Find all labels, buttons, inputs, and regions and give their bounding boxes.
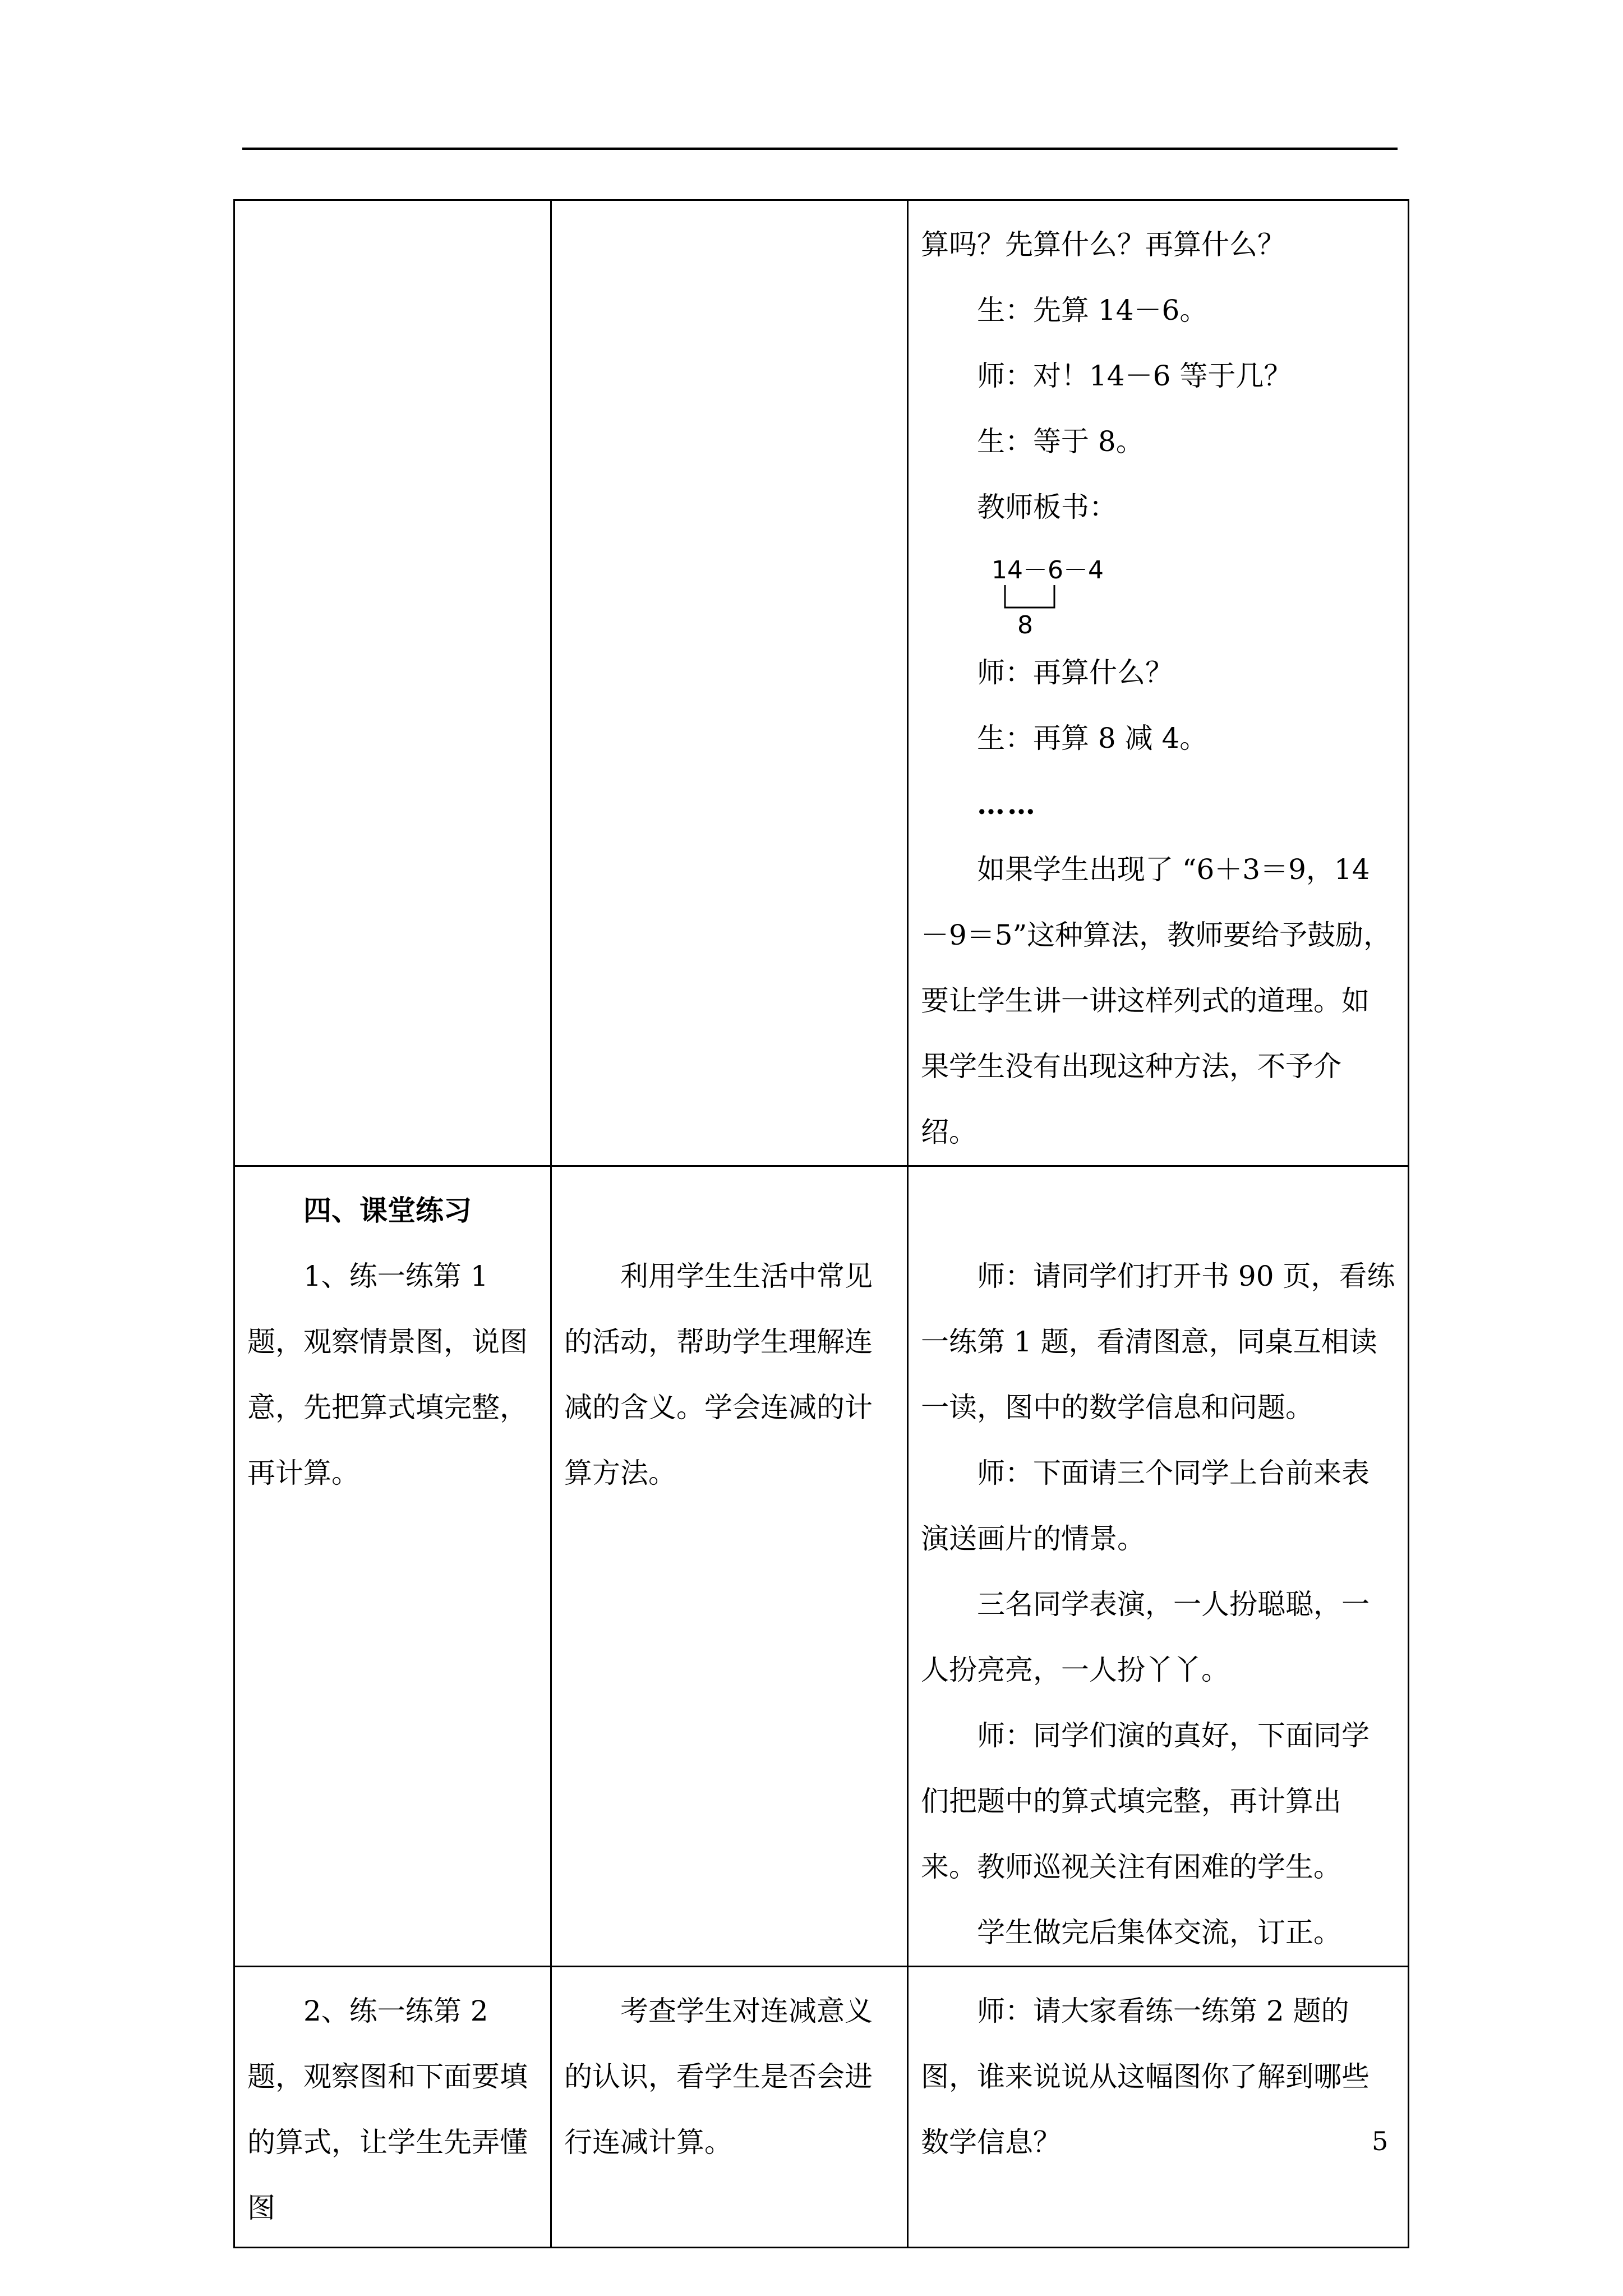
board-writing-figure	[988, 545, 1395, 640]
paragraph: 生：先算 14－6。	[977, 294, 1208, 326]
lesson-plan-table	[233, 199, 1409, 2248]
paragraph: 师：对！14－6 等于几？	[977, 360, 1292, 392]
table-row	[234, 200, 1409, 1166]
board-result: 8	[1017, 611, 1033, 639]
header-rule	[242, 148, 1398, 150]
table-row	[234, 1166, 1409, 1967]
cell-activity	[234, 1166, 551, 1967]
paragraph: 师：同学们演的真好，下面同学们把题中的算式填完整，再计算出来。教师巡视关注有困难的学生。	[921, 1719, 1370, 1883]
paragraph: 师：再算什么？	[977, 656, 1173, 689]
paragraph: 利用学生生活中常见的活动，帮助学生理解连减的含义。学会连减的计算方法。	[564, 1260, 873, 1489]
paragraph: 1、练一练第 1 题，观察情景图，说图意，先把算式填完整，再计算。	[247, 1260, 528, 1489]
page-number: 5	[1372, 2126, 1389, 2156]
cell-activity	[234, 1967, 551, 2248]
ellipsis: ……	[977, 788, 1038, 821]
paragraph: 学生做完后集体交流，订正。	[977, 1916, 1341, 1949]
board-expression: 14－6－4	[992, 556, 1104, 585]
paragraph: 师：下面请三个同学上台前来表演送画片的情景。	[921, 1457, 1370, 1555]
paragraph: 如果学生出现了 “6＋3＝9，14－9＝5”这种算法，教师要给予鼓励，要让学生讲一讲这样列式的道理。如果学生没有出现这种方法，不予介绍。	[921, 853, 1392, 1148]
bracket-line	[1005, 585, 1054, 608]
paragraph: 教师板书：	[977, 491, 1117, 523]
paragraph: 2、练一练第 2 题，观察图和下面要填的算式，让学生先弄懂图	[247, 1995, 528, 2224]
paragraph: 生：再算 8 减 4。	[977, 722, 1208, 754]
paragraph: 师：请同学们打开书 90 页，看练一练第 1 题，看清图意，同桌互相读一读，图中的数学信息和问题。	[921, 1260, 1395, 1424]
cell-intent	[551, 1967, 908, 2248]
paragraph: 师：请大家看练一练第 2 题的图，谁来说说从这幅图你了解到哪些数学信息？	[921, 1995, 1370, 2159]
cell-process	[908, 1967, 1409, 2248]
paragraph: 三名同学表演，一人扮聪聪，一人扮亮亮，一人扮丫丫。	[921, 1588, 1370, 1686]
paragraph: 考查学生对连减意义的认识，看学生是否会进行连减计算。	[564, 1995, 873, 2159]
cell-intent	[551, 1166, 908, 1967]
paragraph: 生：等于 8。	[977, 425, 1144, 458]
cell-intent	[551, 200, 908, 1166]
table-row	[234, 1967, 1409, 2248]
paragraph: 算吗？先算什么？再算什么？	[921, 228, 1285, 261]
section-heading: 四、课堂练习	[303, 1194, 472, 1227]
cell-activity	[234, 200, 551, 1166]
cell-process	[908, 1166, 1409, 1967]
cell-process	[908, 200, 1409, 1166]
